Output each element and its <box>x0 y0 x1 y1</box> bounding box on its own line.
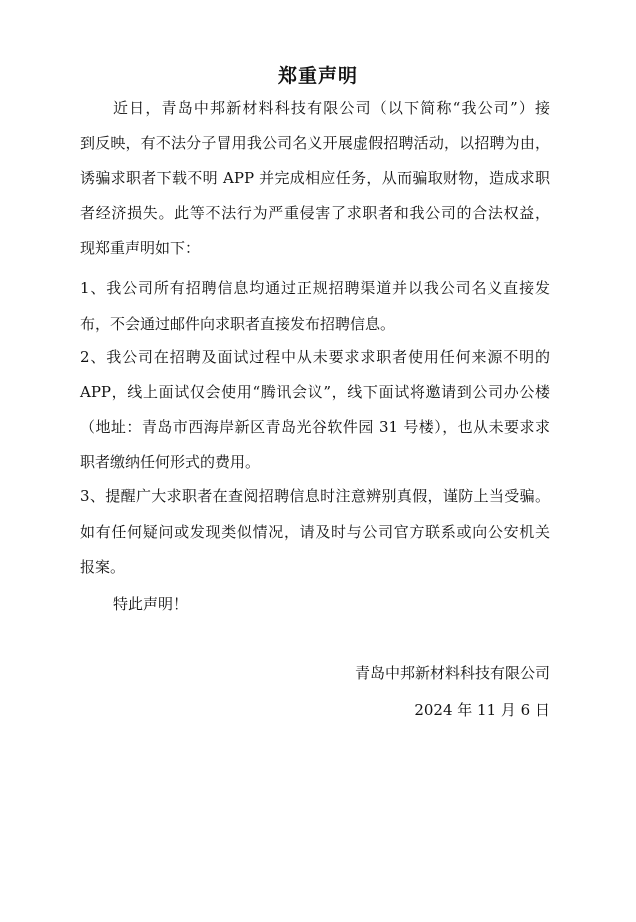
intro-line: 到反映，有不法分子冒用我公司名义开展虚假招聘活动，以招聘为由， <box>80 134 550 152</box>
item-2-line: （地址：青岛市西海岸新区青岛光谷软件园 31 号楼），也从未要求求 <box>80 418 550 436</box>
intro-line: 近日，青岛中邦新材料科技有限公司（以下简称“我公司”）接 <box>113 99 550 117</box>
intro-line: 者经济损失。此等不法行为严重侵害了求职者和我公司的合法权益， <box>80 204 550 222</box>
signature-date: 2024 年 11 月 6 日 <box>414 701 550 719</box>
signature-company: 青岛中邦新材料科技有限公司 <box>354 664 550 682</box>
item-2-line: 职者缴纳任何形式的费用。 <box>80 453 261 471</box>
item-2-line: 2、我公司在招聘及面试过程中从未要求求职者使用任何来源不明的 <box>80 348 550 366</box>
item-3-line: 3、提醒广大求职者在查阅招聘信息时注意辨别真假，谨防上当受骗。 <box>80 487 550 505</box>
closing-text: 特此声明！ <box>113 595 189 613</box>
item-2-line: APP，线上面试仅会使用“腾讯会议”，线下面试将邀请到公司办公楼 <box>80 383 550 401</box>
statement-title: 郑重声明 <box>277 65 358 87</box>
item-3-line: 报案。 <box>80 558 126 576</box>
item-1-line: 布，不会通过邮件向求职者直接发布招聘信息。 <box>80 315 396 333</box>
item-3-line: 如有任何疑问或发现类似情况，请及时与公司官方联系或向公安机关 <box>80 523 550 541</box>
intro-line: 诱骗求职者下载不明 APP 并完成相应任务，从而骗取财物，造成求职 <box>80 169 550 187</box>
item-1-line: 1、我公司所有招聘信息均通过正规招聘渠道并以我公司名义直接发 <box>80 279 550 297</box>
intro-line: 现郑重声明如下： <box>80 239 201 257</box>
